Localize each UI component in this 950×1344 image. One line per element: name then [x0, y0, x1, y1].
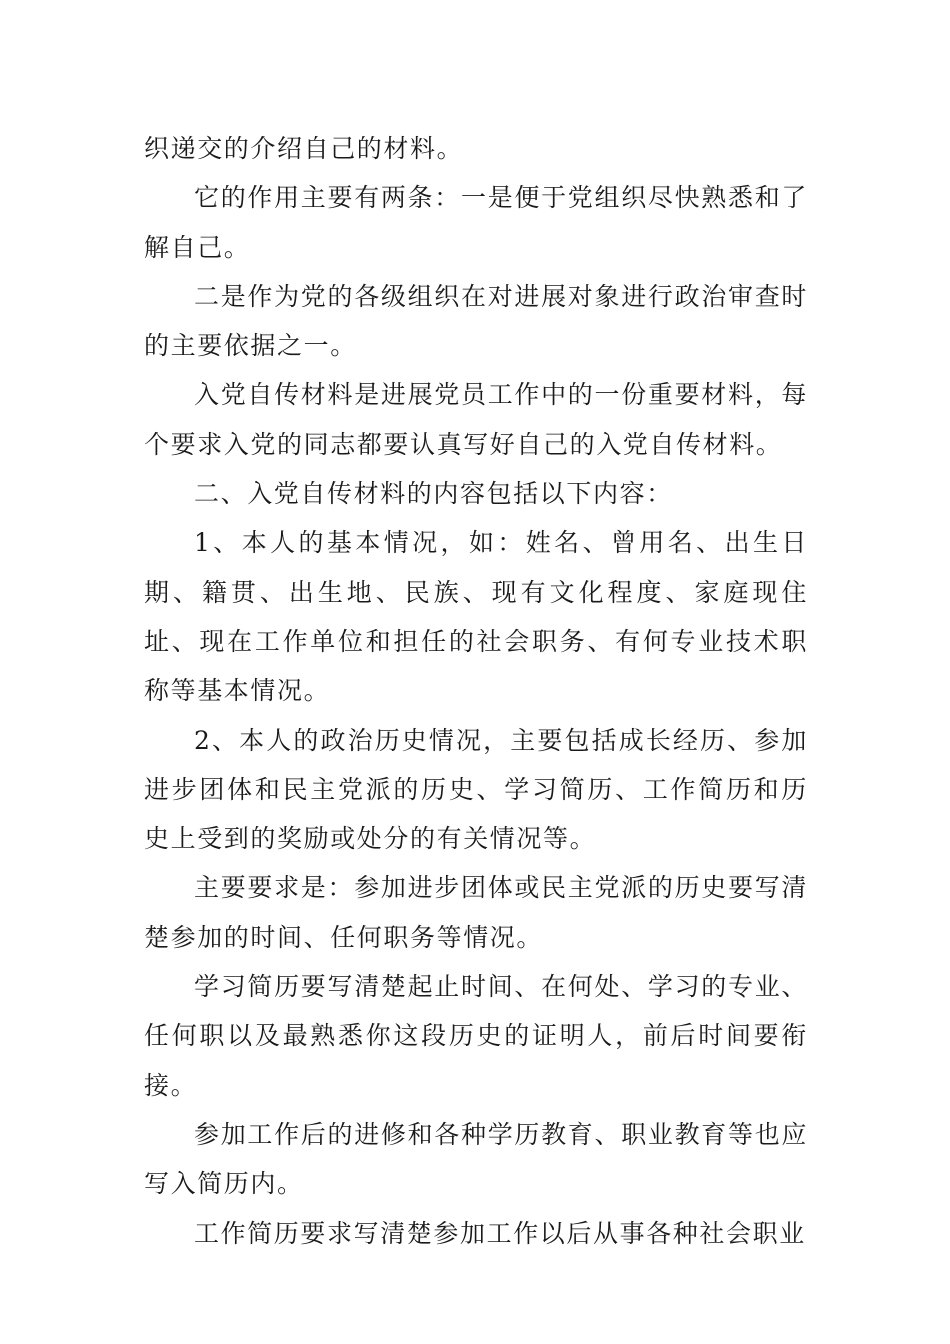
paragraph-study-history: 学习简历要写清楚起止时间、在何处、学习的专业、任何职以及最熟悉你这段历史的证明人，前后时间要衔接。 [144, 972, 808, 1100]
paragraph-political-history: 2、本人的政治历史情况，主要包括成长经历、参加进步团体和民主党派的历史、学习简历、工作简历和历史上受到的奖励或处分的有关情况等。 [144, 725, 808, 854]
paragraph-continuation: 织递交的介绍自己的材料。 [144, 134, 464, 163]
paragraph-review-basis: 二是作为党的各级组织在对进展对象进行政治审查时的主要依据之一。 [144, 281, 808, 361]
paragraph-work-history: 工作简历要求写清楚参加工作以后从事各种社会职业 [194, 1218, 806, 1248]
document-body [144, 124, 808, 1258]
paragraph-importance: 入党自传材料是进展党员工作中的一份重要材料，每个要求入党的同志都要认真写好自己的入党自传材料。 [144, 380, 808, 459]
paragraph-further-education: 参加工作后的进修和各种学历教育、职业教育等也应写入简历内。 [144, 1119, 808, 1199]
paragraph-role-of-material: 它的作用主要有两条：一是便于党组织尽快熟悉和了解自己。 [144, 183, 808, 262]
paragraph-main-requirements: 主要要求是：参加进步团体或民主党派的历史要写清楚参加的时间、任何职务等情况。 [144, 873, 808, 952]
section-heading-contents: 二、入党自传材料的内容包括以下内容： [194, 479, 673, 509]
paragraph-basic-info: 1、本人的基本情况，如：姓名、曾用名、出生日期、籍贯、出生地、民族、现有文化程度、家庭现住址、现在工作单位和担任的社会职务、有何专业技术职称等基本情况。 [144, 528, 808, 706]
